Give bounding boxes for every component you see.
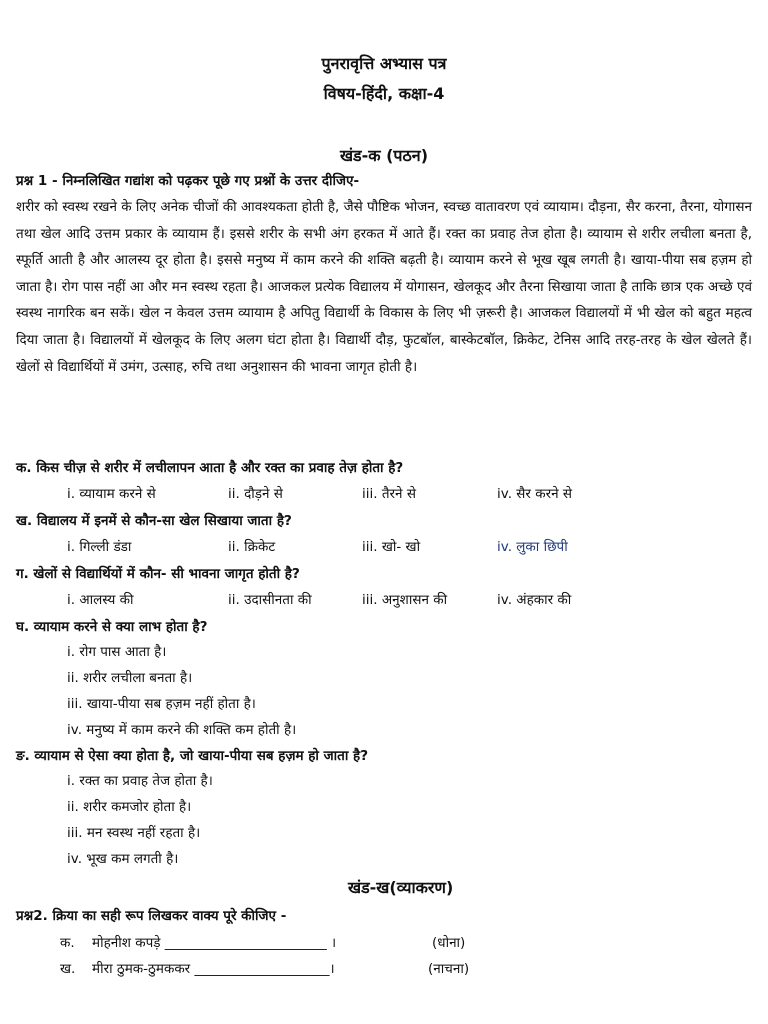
question-gha: घ. व्यायाम करने से क्या लाभ होता है? [16, 619, 208, 635]
section-a-heading: खंड-क (पठन) [339, 146, 429, 165]
question-nga: ङ. व्यायाम से ऐसा क्या होता है, जो खाया-पीया सब हज़म हो जाता है? [16, 748, 369, 764]
question-ka-option-4: iv. सैर करने से [497, 486, 573, 502]
question-ga-option-2: ii. उदासीनता की [228, 592, 312, 608]
reading-passage: शरीर को स्वस्थ रखने के लिए अनेक चीजों की आवश्यकता होती है, जैसे पौष्टिक भोजन, स्वच्छ वातावरण एवं व्यायाम। दौड़ना, सैर करना, तैरना, योगासन तथा खेल आदि उत्तम प्रकार के व्यायाम हैं। इससे शरीर के सभी अंग हरकत में आते हैं। रक्त का प्रवाह तेज होता है। व्यायाम से शरीर लचीला बनता है, स्फूर्ति आती है और आलस्य दूर होता है। इससे मनुष्य में काम करने की शक्ति बढ़ती है। व्यायाम करने से भूख खूब लगती है। खाया-पीया सब हज़म हो जाता है। रोग पास नहीं आ और मन स्वस्थ रहता है। आजकल प्रत्येक विद्यालय में योगासन, खेलकूद और तैरना सिखाया जाता है ताकि छात्र एक अच्छे एवं स्वस्थ नागरिक बन सकें। खेल न केवल उत्तम व्यायाम है अपितु विद्यार्थी के विकास के लिए भी ज़रूरी है। आजकल विद्यालयों में भी खेल को बहुत महत्व दिया जाता है। विद्यालयों में खेलकूद के लिए अलग घंटा होता है। विद्यार्थी दौड़, फुटबॉल, बास्केटबॉल, क्रिकेट, टेनिस आदि तरह-तरह के खेल खेलते हैं। खेलों से विद्यार्थियों में उमंग, उत्साह, रुचि तथा अनुशासन की भावना जागृत होती है। [16, 199, 752, 375]
fill-item-ka-label: क. [60, 935, 75, 951]
question-ga-option-4: iv. अंहकार की [497, 592, 572, 608]
question-gha-option-3: iii. खाया-पीया सब हज़म नहीं होता है। [67, 696, 256, 712]
question-ka-option-3: iii. तैरने से [362, 486, 416, 502]
fill-item-kha-hint: (नाचना) [428, 961, 470, 977]
question-ka: क. किस चीज़ से शरीर में लचीलापन आता है और रक्त का प्रवाह तेज़ होता है? [16, 460, 404, 476]
question-ga-option-3: iii. अनुशासन की [362, 592, 448, 608]
question-kha-option-3: iii. खो- खो [362, 539, 421, 555]
question-kha-option-2: ii. क्रिकेट [228, 539, 276, 555]
fill-item-kha-sentence: मीरा ठुमक-ठुमककर ____________________। [92, 961, 335, 977]
question-ga-option-1: i. आलस्य की [67, 592, 134, 608]
question-ka-option-1: i. व्यायाम करने से [67, 486, 156, 502]
question-nga-option-3: iii. मन स्वस्थ नहीं रहता है। [67, 825, 201, 841]
fill-item-ka-sentence: मोहनीश कपड़े ________________________ । [92, 935, 337, 951]
question-nga-option-4: iv. भूख कम लगती है। [67, 851, 179, 867]
question-nga-option-2: ii. शरीर कमजोर होता है। [67, 799, 192, 815]
question-kha: ख. विद्यालय में इनमें से कौन-सा खेल सिखाया जाता है? [16, 513, 292, 529]
question-2-prompt: प्रश्न2. क्रिया का सही रूप लिखकर वाक्य पूरे कीजिए - [16, 908, 287, 924]
question-kha-option-1: i. गिल्ली डंडा [67, 539, 132, 555]
fill-item-kha-label: ख. [60, 961, 76, 977]
worksheet-subtitle: विषय-हिंदी, कक्षा-4 [323, 84, 445, 103]
fill-item-ka-hint: (धोना) [432, 935, 466, 951]
section-b-heading: खंड-ख(व्याकरण) [348, 878, 454, 897]
worksheet-title: पुनरावृत्ति अभ्यास पत्र [321, 54, 447, 73]
question-1-prompt: प्रश्न 1 - निम्नलिखित गद्यांश को पढ़कर पूछे गए प्रश्नों के उत्तर दीजिए- [16, 173, 360, 189]
question-ka-option-2: ii. दौड़ने से [228, 486, 283, 502]
question-ga: ग. खेलों से विद्यार्थियों में कौन- सी भावना जागृत होती है? [16, 566, 300, 582]
question-gha-option-2: ii. शरीर लचीला बनता है। [67, 670, 193, 686]
question-gha-option-1: i. रोग पास आता है। [67, 644, 167, 660]
question-nga-option-1: i. रक्त का प्रवाह तेज होता है। [67, 773, 213, 789]
question-kha-option-4: iv. लुका छिपी [497, 539, 568, 555]
question-gha-option-4: iv. मनुष्य में काम करने की शक्ति कम होती है। [67, 722, 297, 738]
